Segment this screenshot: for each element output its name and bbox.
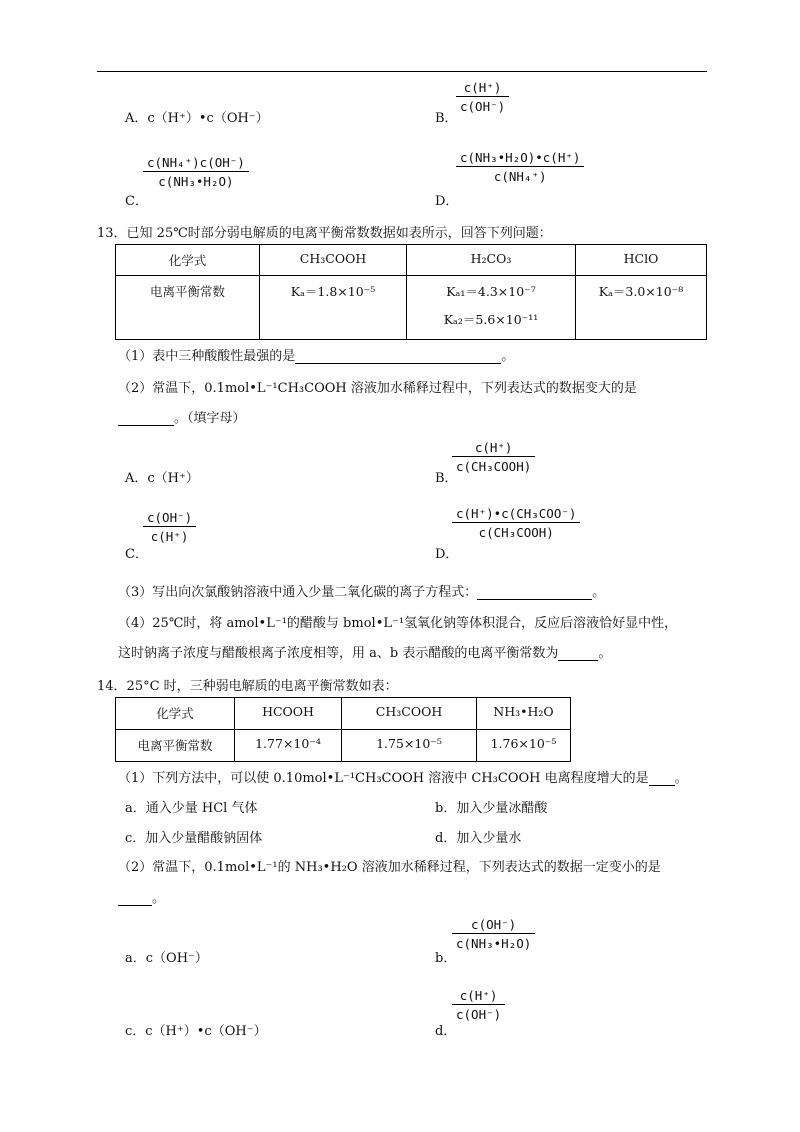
numerator: c(H⁺) xyxy=(474,440,513,455)
numerator: c(OH⁻) xyxy=(471,917,517,932)
table-header-row xyxy=(116,698,571,730)
table-cell: HClO xyxy=(576,245,707,276)
table-cell: CH₃COOH xyxy=(260,245,407,276)
numerator: c(OH⁻) xyxy=(147,510,193,525)
table-row xyxy=(116,730,571,762)
q12-option-b-fraction xyxy=(456,80,509,114)
table-cell: 电离平衡常数 xyxy=(116,276,260,340)
table-cell: HCOOH xyxy=(235,698,342,730)
q14-option-c: c．加入少量醋酸钠固体 xyxy=(125,831,263,846)
q13-option-d-label: D． xyxy=(435,547,459,562)
q14-option-a: a．通入少量 HCl 气体 xyxy=(125,801,258,816)
q14-option-a2: a．c（OH⁻） xyxy=(125,951,208,966)
q14-stem: 14．25°C 时，三种弱电解质的电离平衡常数如表： xyxy=(97,679,398,694)
denominator: c(CH₃COOH) xyxy=(456,459,532,474)
table-cell: 电离平衡常数 xyxy=(116,730,235,762)
table-cell xyxy=(407,276,576,340)
q12-option-c-fraction xyxy=(143,155,249,189)
denominator: c(H⁺) xyxy=(150,529,189,544)
q13-option-b-fraction xyxy=(452,440,535,474)
question-text-end: 。 xyxy=(598,646,612,661)
denominator: c(OH⁻) xyxy=(456,1007,502,1022)
q13-option-d-fraction xyxy=(452,506,580,540)
q13-part2-line2 xyxy=(118,407,246,426)
answer-blank[interactable] xyxy=(558,646,598,661)
question-text-end: 。（填字母） xyxy=(174,411,246,426)
q14-option-b: b．加入少量冰醋酸 xyxy=(435,801,548,816)
denominator: c(NH₄⁺) xyxy=(493,169,547,184)
question-text: （1）表中三种酸酸性最强的是 xyxy=(118,349,296,364)
table-cell: 1.75×10⁻⁵ xyxy=(342,730,477,762)
question-text: （3）写出向次氯酸钠溶液中通入少量二氧化碳的离子方程式： xyxy=(118,585,478,600)
q13-constants-table xyxy=(115,244,707,340)
table-cell: H₂CO₃ xyxy=(407,245,576,276)
answer-blank[interactable] xyxy=(295,349,501,364)
table-cell: 化学式 xyxy=(116,245,260,276)
q12-option-b-label: B． xyxy=(435,111,458,126)
table-header-row xyxy=(116,245,707,276)
q14-part2-line2 xyxy=(118,887,165,906)
q13-option-c-label: C． xyxy=(125,547,148,562)
q13-option-c-fraction xyxy=(143,510,196,544)
question-text-end: 。 xyxy=(592,585,606,600)
q14-option-b2-label: b． xyxy=(435,951,457,966)
ka2-value: Kₐ₂＝5.6×10⁻¹¹ xyxy=(443,312,539,327)
answer-blank[interactable] xyxy=(118,411,174,426)
question-text-end: 。 xyxy=(674,771,688,786)
q13-option-b-label: B． xyxy=(435,471,458,486)
q12-option-d-label: D． xyxy=(435,194,459,209)
q13-option-a: A．c（H⁺） xyxy=(125,471,199,486)
ka1-value: Kₐ₁＝4.3×10⁻⁷ xyxy=(446,284,536,299)
answer-blank[interactable] xyxy=(118,891,152,906)
table-cell: Kₐ＝1.8×10⁻⁵ xyxy=(260,276,407,340)
table-cell: CH₃COOH xyxy=(342,698,477,730)
numerator: c(NH₃•H₂O)•c(H⁺) xyxy=(460,150,581,165)
q12-option-a: A．c（H⁺）•c（OH⁻） xyxy=(125,111,269,126)
question-text: 这时钠离子浓度与醋酸根离子浓度相等，用 a、b 表示醋酸的电离平衡常数为 xyxy=(118,646,559,661)
numerator: c(H⁺) xyxy=(459,988,498,1003)
q13-stem: 13．已知 25℃时部分弱电解质的电离平衡常数数据如表所示，回答下列问题： xyxy=(97,226,552,241)
denominator: c(CH₃COOH) xyxy=(478,525,554,540)
numerator: c(NH₄⁺)c(OH⁻) xyxy=(147,155,245,170)
q13-part4-line2 xyxy=(118,642,611,661)
table-row xyxy=(116,276,707,340)
q14-option-b2-fraction xyxy=(452,917,535,951)
q14-option-c2: c．c（H⁺）•c（OH⁻） xyxy=(125,1024,267,1039)
question-text: （1）下列方法中，可以使 0.10mol•L⁻¹CH₃COOH 溶液中 CH₃COOH 电离程度增大的是 xyxy=(118,771,649,786)
table-cell: Kₐ＝3.0×10⁻⁸ xyxy=(576,276,707,340)
header-rule xyxy=(97,71,707,72)
answer-blank[interactable] xyxy=(649,771,675,786)
q14-part2-line1: （2）常温下，0.1mol•L⁻¹的 NH₃•H₂O 溶液加水稀释过程，下列表达式的数据一定变小的是 xyxy=(118,860,661,875)
q13-part4-line1: （4）25℃时，将 amol•L⁻¹的醋酸与 bmol•L⁻¹氢氧化钠等体积混合，反应后溶液恰好显中性， xyxy=(118,616,678,631)
table-cell: 化学式 xyxy=(116,698,235,730)
table-cell: NH₃•H₂O xyxy=(477,698,571,730)
q13-part3 xyxy=(118,581,605,600)
q14-constants-table xyxy=(115,697,571,762)
q12-option-d-fraction xyxy=(456,150,584,184)
q13-part2-line1: （2）常温下，0.1mol•L⁻¹CH₃COOH 溶液加水稀释过程中，下列表达式的数据变大的是 xyxy=(118,381,637,396)
denominator: c(NH₃•H₂O) xyxy=(456,936,532,951)
numerator: c(H⁺) xyxy=(463,80,502,95)
numerator: c(H⁺)•c(CH₃COO⁻) xyxy=(456,506,577,521)
q14-option-d2-label: d． xyxy=(435,1024,457,1039)
question-text-end: 。 xyxy=(501,349,515,364)
q14-option-d2-fraction xyxy=(452,988,505,1022)
q14-option-d: d．加入少量水 xyxy=(435,831,522,846)
q13-part1 xyxy=(118,345,514,364)
answer-blank[interactable] xyxy=(477,585,592,600)
table-cell: 1.77×10⁻⁴ xyxy=(235,730,342,762)
question-text-end: 。 xyxy=(152,891,166,906)
denominator: c(OH⁻) xyxy=(460,99,506,114)
q14-part1 xyxy=(118,767,688,786)
denominator: c(NH₃•H₂O) xyxy=(158,174,234,189)
table-cell: 1.76×10⁻⁵ xyxy=(477,730,571,762)
q12-option-c-label: C． xyxy=(125,194,148,209)
